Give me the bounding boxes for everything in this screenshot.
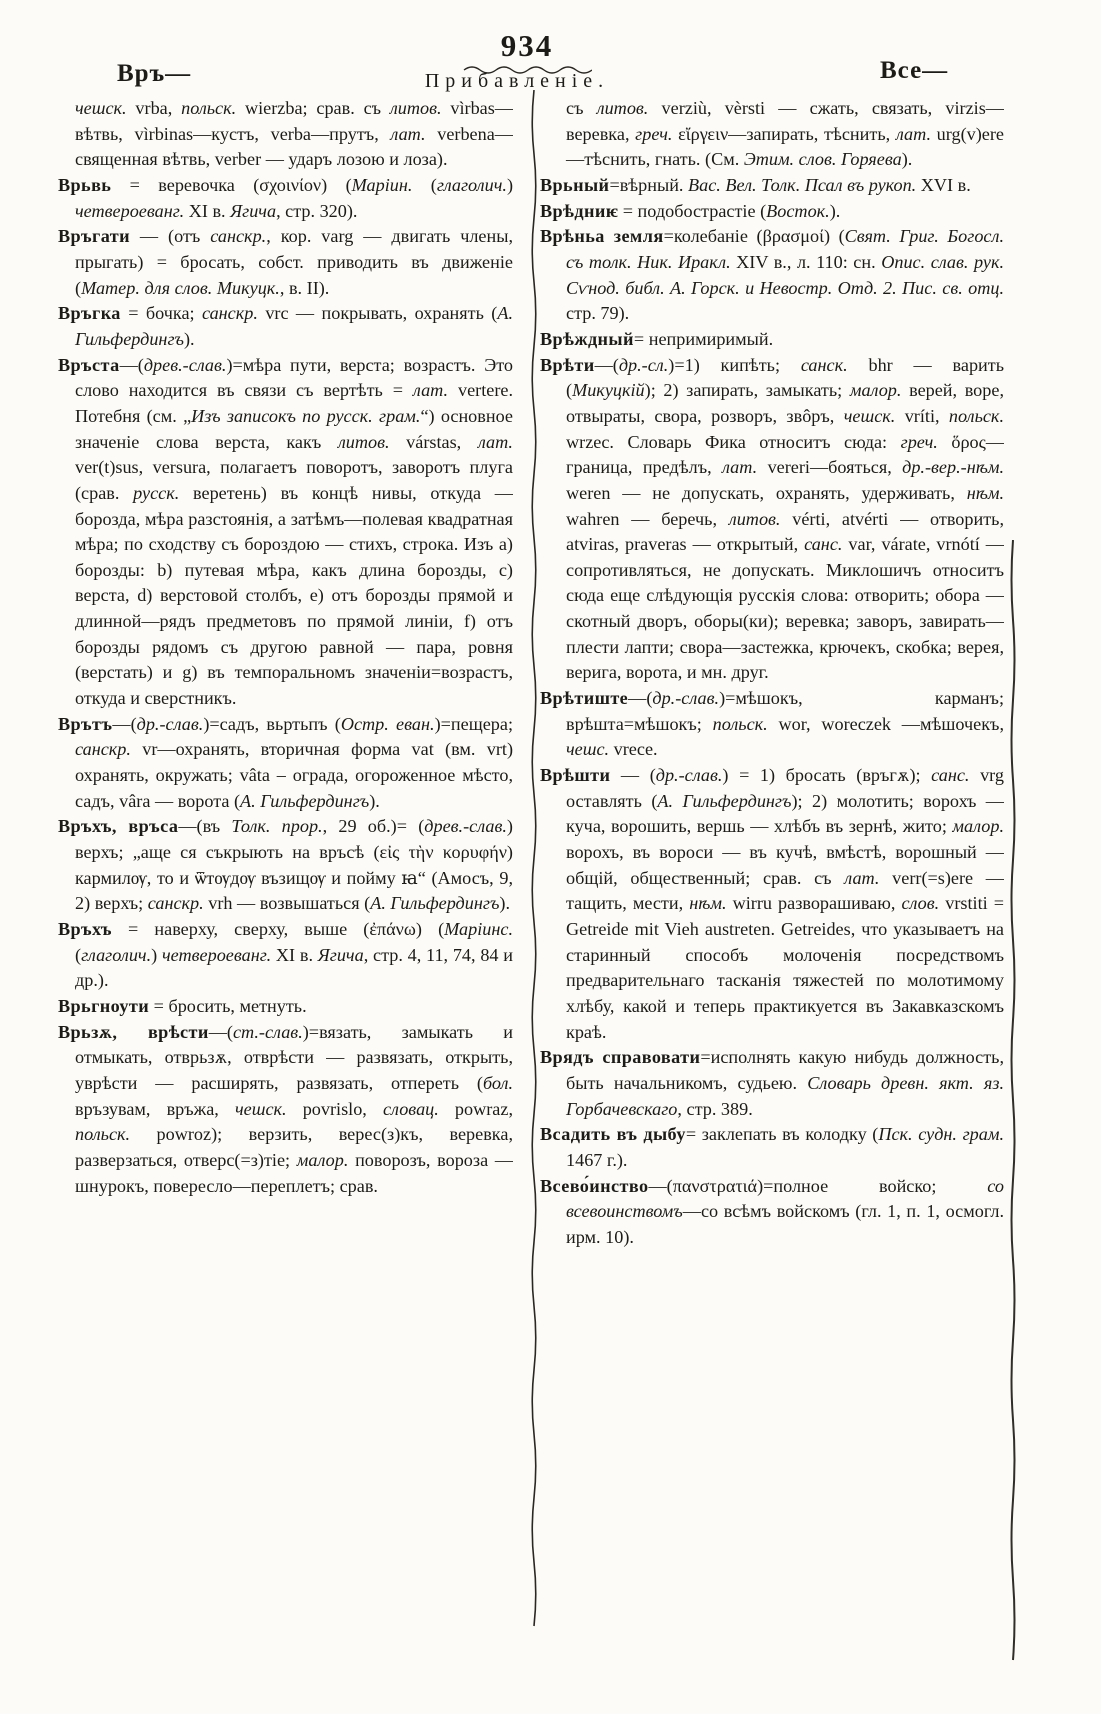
entry-body: — (отъ санскр., кор. varg — двигать члены, прыгать) = бросать, собст. приводить въ движеніе (Матер. для слов. Микуцк., в. II). xyxy=(75,226,513,298)
headword: Всадить въ дыбу xyxy=(540,1124,686,1145)
entry-body: = бочка; санскр. vrc — покрывать, охранять (А. Гильфердингъ). xyxy=(75,303,513,349)
page-number: 934 xyxy=(500,28,554,63)
headword: Връхъ xyxy=(58,919,112,939)
entry-body: — (др.-слав.) = 1) бросать (връгѫ); санс. vrg оставлять (А. Гильфердингъ); 2) молотить; ворохъ — куча, ворошить, вершь — хлѣбъ въ зернѣ, жито; малор. ворохъ, въ вороси — въ кучѣ, вмѣстѣ, ворошный — общій, общественный; срав. съ лат. verr(=s)ere —тащить, мести, нѣм. wirru разворашиваю, слов. vrstiti = Getreide mit Vieh austreten. Getreides, что указываетъ на старинный способъ молоченія посредствомъ предварительнаго тасканія тяжестей по молотимому хлѣбу, какой и теперь практикуется въ Закавказскомъ краѣ. xyxy=(566,765,1004,1042)
entry-body: =вѣрный. Вас. Вел. Толк. Псал въ рукоп. XVI в. xyxy=(609,174,971,195)
dictionary-entry xyxy=(58,353,513,712)
headword: Врядъ справовати xyxy=(540,1047,701,1068)
entry-body: съ литов. verziù, vèrsti — сжать, связать, virzis—веревка, греч. εἴργειν—запирать, тѣснить, лат. urg(v)ere—тѣснить, гнать. (См. Этим. слов. Горяева). xyxy=(566,98,1004,170)
dictionary-entry xyxy=(540,199,1004,225)
dictionary-entry xyxy=(58,1020,513,1200)
dictionary-entry xyxy=(540,327,1004,353)
dictionary-entry xyxy=(540,1045,1004,1122)
dictionary-entry xyxy=(540,173,1004,199)
dictionary-entry xyxy=(58,173,513,224)
dictionary-entry xyxy=(58,994,513,1020)
dictionary-entry xyxy=(58,814,513,917)
entry-body: = заклепать въ колодку (Пск. судн. грам. 1467 г.). xyxy=(566,1124,1004,1170)
headword: Врѣти xyxy=(540,354,595,375)
dictionary-entry xyxy=(58,712,513,815)
dictionary-entry xyxy=(540,224,1004,327)
entry-body: =исполнять какую нибудь должность, быть начальникомъ, судьею. Словарь древн. якт. яз. Горбачевскаго, стр. 389. xyxy=(566,1047,1004,1119)
running-head-right: Все— xyxy=(880,57,949,84)
headword: Врьвь xyxy=(58,174,112,195)
dictionary-entry xyxy=(58,917,513,994)
column-left xyxy=(58,96,513,1601)
headword: Врѣшти xyxy=(540,765,611,786)
headword: Всево́инство xyxy=(540,1175,649,1196)
headword: Връхъ, връса xyxy=(58,816,179,837)
entry-body: —(древ.-слав.)=мѣра пути, верста; возрастъ. Это слово находится въ связи съ вертѣть = лат. vertere. Потебня (см. „Изъ записокъ по русск. грам.“) основное значеніе слова верста, какъ литов. várstas, лат. ver(t)sus, versura, полагаетъ поворотъ, заворотъ плуга (срав. русск. веретень) въ концѣ нивы, откуда — борозда, мѣра разстоянія, а затѣмъ—полевая квадратная мѣра; по сходству съ бороздою — стихъ, строка. Изъ a) борозды: b) путевая мѣра, какъ длина борозды, c) верста, d) верстовой столбъ, e) отъ борозды прямой и длинной—рядъ предметовъ по прямой линіи, f) отъ борозды рядомъ съ другою равной — пара, ровня (верстать) и g) въ темпоральномъ значеніи=возрастъ, откуда и сверстникъ. xyxy=(75,354,513,709)
headword: Връста xyxy=(58,354,120,375)
dictionary-entry xyxy=(58,224,513,301)
column-divider-rule xyxy=(529,90,539,1640)
headword: Врѣньа земля xyxy=(540,226,664,247)
page-edge-line xyxy=(1007,540,1019,1690)
entry-body: —(др.-слав.)=садъ, вьртьпъ (Остр. еван.)=пещера; санскр. vr—охранять, вторичная форма vat (вм. vrt) охранять, окружать; vâta – ограда, огороженное мѣсто, садъ, vâra — ворота (А. Гильфердингъ). xyxy=(75,713,513,811)
dictionary-entry xyxy=(540,96,1004,173)
entry-body: —(ст.-слав.)=вязать, замыкать и отмыкать, отврьзѫ, отврѣсти — развязать, открыть, уврѣсти — расширять, развязать, отпереть (бол. връзувам, връжа, чешск. povrislo, словац. powraz, польск. powroz); верзить, верес(з)къ, веревка, разверзаться, отверс(=з)тіе; малор. поворозъ, вороза — шнурокъ, повересло—переплетъ; срав. xyxy=(75,1021,513,1196)
entry-body: = веревочка (σχοινίον) (Маріин. (глаголич.) четвероеванг. XI в. Ягича, стр. 320). xyxy=(75,174,513,221)
entry-body: чешск. vrba, польск. wierzba; срав. съ литов. vìrbas—вѣтвь, vìrbinas—кустъ, verba—прутъ, лат. verbena—священная вѣтвь, verber — ударъ лозою и лоза). xyxy=(75,98,513,170)
headword: Врьный xyxy=(540,174,610,195)
headword: Врьзѫ, врѣсти xyxy=(58,1021,209,1042)
headword: Връгати xyxy=(58,226,130,247)
entry-body: —(πανστρατιά)=полное войско; со всевоинствомъ—со всѣмъ войскомъ (гл. 1, п. 1, осмогл. ирм. 10). xyxy=(566,1175,1004,1247)
entry-body: —(др.-сл.)=1) кипѣть; санск. bhr — варить (Микуцкій); 2) запирать, замыкать; малор. верей, воре, отвыраты, свора, розворъ, звôръ, чешск. vríti, польск. wrzec. Словарь Фика относитъ сюда: греч. ὅρος—граница, предѣлъ, лат. vereri—бояться, др.-вер.-нѣм. weren — не допускать, охранять, удерживать, нѣм. wahren — беречь, литов. vérti, atvérti — отворить, atviras, praveras — открытый, санс. var, várate, vrnótí — сопротивляться, не допускать. Миклошичъ относитъ сюда еще слѣдующія русскія слова: отворить; обора — скотный дворъ, оборы(ки); веревка; заворъ, завирать—плести лапти; свора—застежка, крючекъ, скобка; верея, верига, ворота, и мн. друг. xyxy=(566,354,1004,683)
entry-body: = наверху, сверху, выше (ἐπάνω) (Маріинс. (глаголич.) четвероеванг. XI в. Ягича, стр. 4, 11, 74, 84 и др.). xyxy=(75,919,513,991)
dictionary-entry xyxy=(540,1122,1004,1173)
section-title: Прибавленіе. xyxy=(424,70,610,92)
entry-body: =колебаніе (βρασμοί) (Свят. Григ. Богосл. съ толк. Ник. Иракл. XIV в., л. 110: сн. Опис. слав. рук. Сѵнод. библ. А. Горск. и Невостр. Отд. 2. Пис. св. отц. стр. 79). xyxy=(566,226,1004,324)
dictionary-entry xyxy=(58,96,513,173)
entry-body: = бросить, метнуть. xyxy=(149,995,307,1016)
dictionary-entry xyxy=(540,1174,1004,1251)
dictionary-entry xyxy=(58,301,513,352)
headword: Врѣждный xyxy=(540,328,634,349)
headword: Връгка xyxy=(58,303,121,324)
dictionary-entry xyxy=(540,763,1004,1045)
entry-body: —(въ Толк. прор., 29 об.)= (древ.-слав.) верхъ; „аще ся съкрыють на връсѣ (εἰς τὴν κορυφήν) кармилѹ, то и ѿтѹдѹ възищѹ и пойму ꙗ“ (Амосъ, 9, 2) верхъ; санскр. vrh — возвышаться (А. Гильфердингъ). xyxy=(75,816,513,914)
dictionary-entry xyxy=(540,353,1004,687)
headword: Врѣдниѥ xyxy=(540,200,619,221)
column-right xyxy=(540,96,1004,1616)
dictionary-entry xyxy=(540,686,1004,763)
entry-body: —(др.-слав.)=мѣшокъ, карманъ; врѣшта=мѣшокъ; польск. wor, woreczek —мѣшочекъ, чешс. vrece. xyxy=(566,688,1004,760)
headword: Врьгноути xyxy=(58,995,150,1016)
headword: Врѣтиште xyxy=(540,688,629,709)
running-head-left: Връ— xyxy=(117,60,192,87)
entry-body: = подобострастіе (Восток.). xyxy=(618,200,841,221)
entry-body: = непримиримый. xyxy=(633,328,774,349)
headword: Врътъ xyxy=(58,713,113,734)
